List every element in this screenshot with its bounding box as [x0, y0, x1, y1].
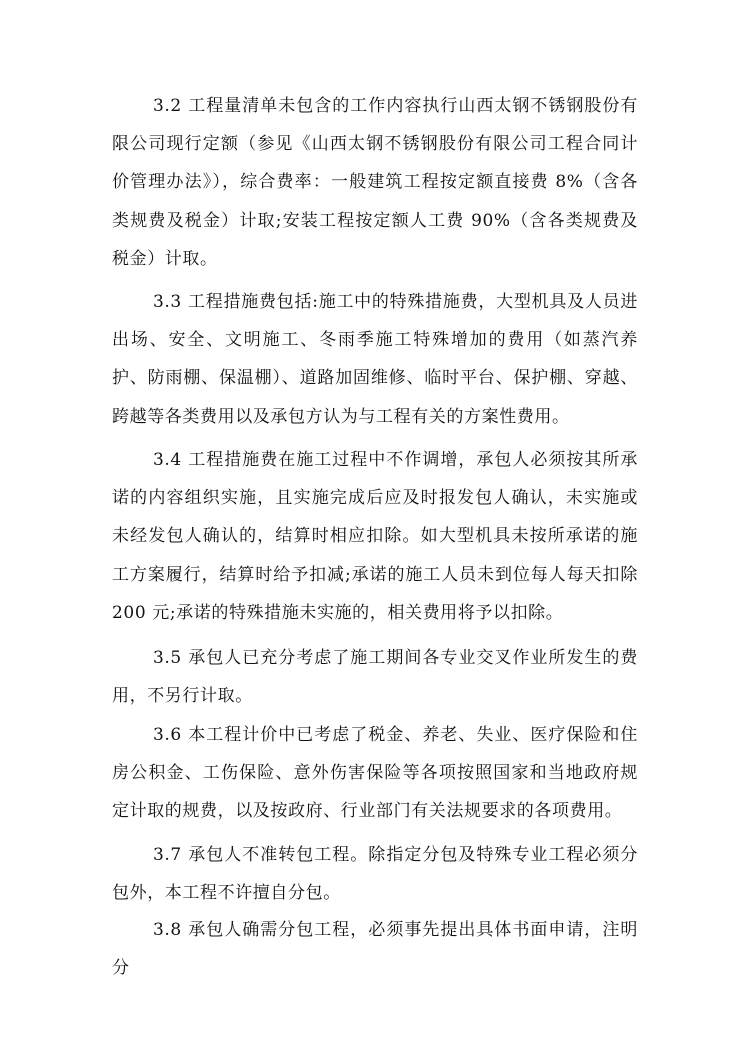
paragraph-3-8: 3.8 承包人确需分包工程，必须事先提出具体书面申请，注明分 [112, 920, 638, 979]
paragraph-3-5: 3.5 承包人已充分考虑了施工期间各专业交叉作业所发生的费用，不另行计取。 [112, 648, 638, 707]
paragraph-3-7: 3.7 承包人不准转包工程。除指定分包及特殊专业工程必须分包外，本工程不许擅自分包。 [112, 845, 638, 904]
paragraph-3-2: 3.2 工程量清单未包含的工作内容执行山西太钢不锈钢股份有限公司现行定额（参见《山西太钢不锈钢股份有限公司工程合同计价管理办法》），综合费率：一般建筑工程按定额直接费 8%（含各类规费及税金）计取;安装工程按定额人工费 90%（含各类规费及税金）计取。 [112, 96, 638, 269]
paragraph-3-3: 3.3 工程措施费包括:施工中的特殊措施费，大型机具及人员进出场、安全、文明施工、冬雨季施工特殊增加的费用（如蒸汽养护、防雨棚、保温棚）、道路加固维修、临时平台、保护棚、穿越、跨越等各类费用以及承包方认为与工程有关的方案性费用。 [112, 292, 638, 427]
paragraph-3-6: 3.6 本工程计价中已考虑了税金、养老、失业、医疗保险和住房公积金、工伤保险、意外伤害保险等各项按照国家和当地政府规定计取的规费，以及按政府、行业部门有关法规要求的各项费用。 [112, 725, 638, 822]
paragraph-3-4: 3.4 工程措施费在施工过程中不作调增，承包人必须按其所承诺的内容组织实施，且实施完成后应及时报发包人确认，未实施或未经发包人确认的，结算时相应扣除。如大型机具未按所承诺的施工方案履行，结算时给予扣减;承诺的施工人员未到位每人每天扣除 200 元;承诺的特殊措施未实施的，相关费用将予以扣除。 [112, 450, 638, 623]
